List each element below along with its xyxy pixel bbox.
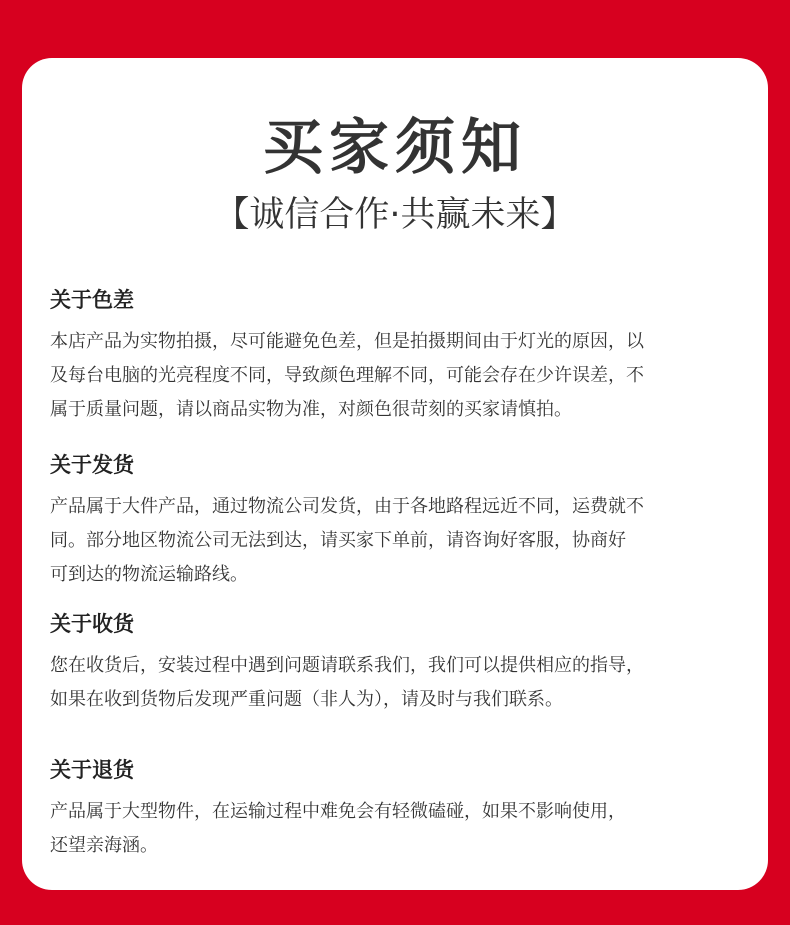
section-body <box>50 325 760 427</box>
section-body <box>50 795 760 863</box>
section-receiving <box>50 614 760 717</box>
section-line: 如果在收到货物后发现严重问题（非人为），请及时与我们联系。 <box>50 689 563 710</box>
section-body <box>50 649 760 717</box>
section-heading: 关于发货 <box>50 453 134 477</box>
section-heading: 关于收货 <box>50 612 134 636</box>
section-line: 产品属于大件产品，通过物流公司发货，由于各地路程远近不同，运费就不 <box>50 496 644 517</box>
section-line: 可到达的物流运输路线。 <box>50 564 248 585</box>
section-body <box>50 490 760 592</box>
section-heading: 关于退货 <box>50 758 134 782</box>
section-line: 及每台电脑的光亮程度不同，导致颜色理解不同，可能会存在少许误差，不 <box>50 365 644 386</box>
page-subtitle: 【诚信合作·共赢未来】 <box>214 195 576 235</box>
page-title: 买家须知 <box>263 113 527 183</box>
section-returns <box>50 760 760 863</box>
section-line: 还望亲海涵。 <box>50 835 158 856</box>
section-line: 同。部分地区物流公司无法到达，请买家下单前，请咨询好客服，协商好 <box>50 530 626 551</box>
section-heading: 关于色差 <box>50 288 134 312</box>
section-line: 本店产品为实物拍摄，尽可能避免色差，但是拍摄期间由于灯光的原因，以 <box>50 331 644 352</box>
notice-card <box>22 58 768 890</box>
section-color-difference <box>50 290 760 427</box>
section-line: 属于质量问题，请以商品实物为准，对颜色很苛刻的买家请慎拍。 <box>50 399 572 420</box>
section-line: 您在收货后，安装过程中遇到问题请联系我们，我们可以提供相应的指导， <box>50 655 644 676</box>
section-line: 产品属于大型物件，在运输过程中难免会有轻微磕碰，如果不影响使用， <box>50 801 626 822</box>
section-shipping <box>50 455 760 592</box>
